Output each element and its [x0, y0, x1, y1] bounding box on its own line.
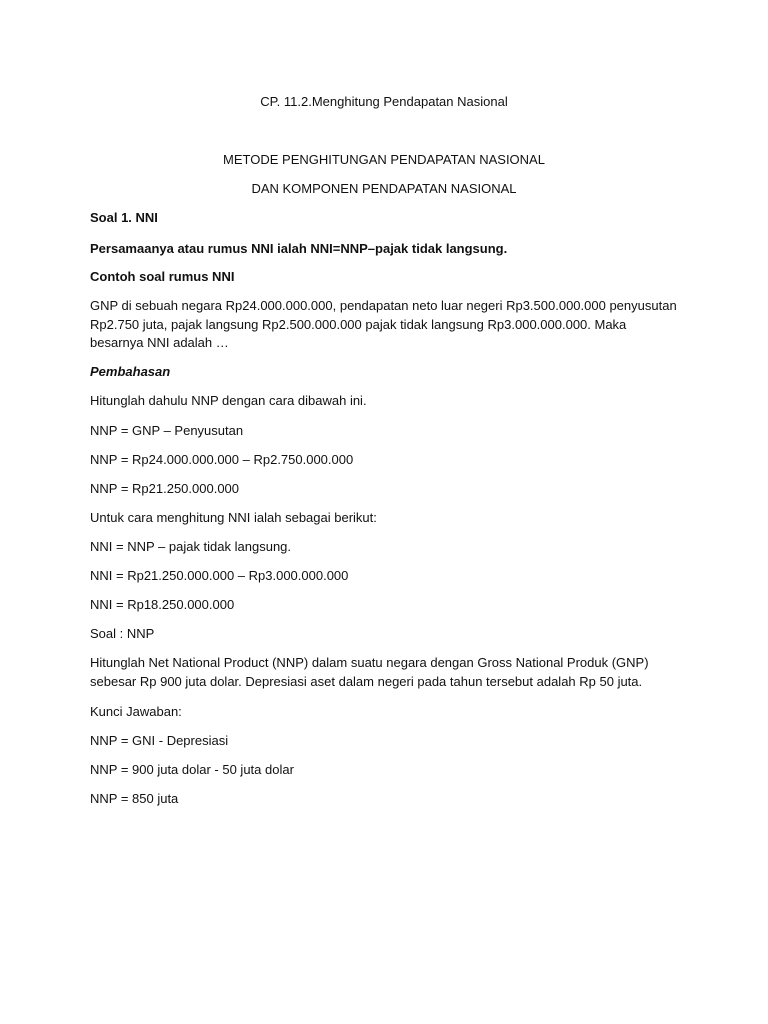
step-intro: Hitunglah dahulu NNP dengan cara dibawah ini.: [90, 393, 367, 408]
problem-paragraph: GNP di sebuah negara Rp24.000.000.000, pendapatan neto luar negeri Rp3.500.000.000 penyusutan Rp2.750 juta, pajak langsung Rp2.500.000.000 pajak tidak langsung Rp3.000.000.000. Maka besarnya NNI adalah …: [90, 298, 677, 350]
cp-title: CP. 11.2.Menghitung Pendapatan Nasional: [260, 94, 508, 109]
nnp-gni-formula: NNP = GNI - Depresiasi: [90, 733, 229, 748]
nnp-result: NNP = Rp21.250.000.000: [90, 481, 240, 496]
title-line-2: DAN KOMPONEN PENDAPATAN NASIONAL: [251, 181, 517, 196]
nnp-formula: NNP = GNP – Penyusutan: [90, 423, 244, 438]
formula-statement: Persamaanya atau rumus NNI ialah NNI=NNP–pajak tidak langsung.: [90, 241, 508, 256]
section2-problem: Hitunglah Net National Product (NNP) dalam suatu negara dengan Gross National Produk (GNP) sebesar Rp 900 juta dolar. Depresiasi aset dalam negeri pada tahun tersebut adalah Rp 50 juta.: [90, 655, 649, 689]
answer-key-label: Kunci Jawaban:: [90, 704, 182, 719]
example-heading: Contoh soal rumus NNI: [90, 269, 235, 284]
discussion-heading: Pembahasan: [90, 364, 171, 379]
nni-calculation: NNI = Rp21.250.000.000 – Rp3.000.000.000: [90, 568, 349, 583]
nni-formula: NNI = NNP – pajak tidak langsung.: [90, 539, 292, 554]
section2-heading: Soal : NNP: [90, 626, 155, 641]
title-line-1: METODE PENGHITUNGAN PENDAPATAN NASIONAL: [223, 152, 545, 167]
nni-result: NNI = Rp18.250.000.000: [90, 597, 235, 612]
nnp-dollar-result: NNP = 850 juta: [90, 791, 179, 806]
nnp-calculation: NNP = Rp24.000.000.000 – Rp2.750.000.000: [90, 452, 354, 467]
nni-intro: Untuk cara menghitung NNI ialah sebagai berikut:: [90, 510, 377, 525]
section1-heading: Soal 1. NNI: [90, 210, 158, 225]
nnp-dollar-calculation: NNP = 900 juta dolar - 50 juta dolar: [90, 762, 294, 777]
